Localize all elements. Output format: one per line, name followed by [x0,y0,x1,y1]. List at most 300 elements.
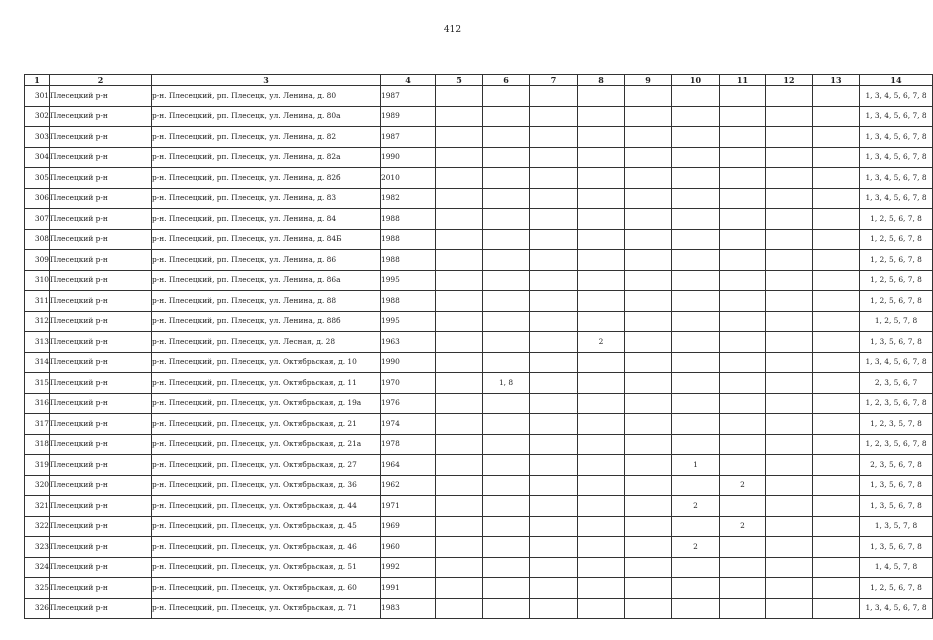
col11-cell [720,373,766,394]
col13-cell [813,537,860,558]
address-cell: р-н. Плесецкий, рп. Плесецк, ул. Октябрьская, д. 11 [152,373,381,394]
year-cell: 1990 [381,352,436,373]
year-cell: 1969 [381,516,436,537]
col14-cell: 1, 3, 5, 6, 7, 8 [860,332,933,353]
col9-cell [625,475,672,496]
col8-cell [578,106,625,127]
col5-cell [436,434,483,455]
col8-cell [578,291,625,312]
col10-cell [672,434,720,455]
col5-cell [436,86,483,107]
col14-cell: 1, 2, 5, 7, 8 [860,311,933,332]
year-cell: 1976 [381,393,436,414]
col10-cell [672,250,720,271]
table-row [25,455,933,476]
col13-cell [813,188,860,209]
col13-cell [813,393,860,414]
table-row [25,86,933,107]
address-cell: р-н. Плесецкий, рп. Плесецк, ул. Ленина, д. 88б [152,311,381,332]
col6-cell [483,598,530,619]
year-cell: 1988 [381,209,436,230]
col7-cell [530,373,578,394]
col9-cell [625,86,672,107]
col6-cell [483,496,530,517]
col11-cell: 2 [720,475,766,496]
district-cell: Плесецкий р-н [50,147,152,168]
col5-cell [436,147,483,168]
col14-cell: 1, 3, 5, 7, 8 [860,516,933,537]
column-header-3: 3 [152,75,381,86]
row-number-cell: 301 [25,86,50,107]
district-cell: Плесецкий р-н [50,209,152,230]
col13-cell [813,106,860,127]
row-number-cell: 311 [25,291,50,312]
col5-cell [436,188,483,209]
col13-cell [813,270,860,291]
col13-cell [813,168,860,189]
col11-cell [720,311,766,332]
col13-cell [813,127,860,148]
table-row [25,352,933,373]
district-cell: Плесецкий р-н [50,127,152,148]
col12-cell [766,291,813,312]
col6-cell [483,106,530,127]
col14-cell: 1, 3, 5, 6, 7, 8 [860,496,933,517]
table-row [25,147,933,168]
col13-cell [813,414,860,435]
address-cell: р-н. Плесецкий, рп. Плесецк, ул. Октябрьская, д. 10 [152,352,381,373]
col6-cell [483,209,530,230]
col5-cell [436,291,483,312]
col12-cell [766,127,813,148]
col14-cell: 1, 2, 5, 6, 7, 8 [860,209,933,230]
year-cell: 1991 [381,578,436,599]
col7-cell [530,270,578,291]
col14-cell: 1, 2, 5, 6, 7, 8 [860,291,933,312]
year-cell: 1960 [381,537,436,558]
col14-cell: 1, 2, 3, 5, 6, 7, 8 [860,393,933,414]
col13-cell [813,332,860,353]
column-header-11: 11 [720,75,766,86]
col12-cell [766,537,813,558]
row-number-cell: 308 [25,229,50,250]
col7-cell [530,578,578,599]
col9-cell [625,516,672,537]
col10-cell [672,311,720,332]
col6-cell [483,578,530,599]
page-number: 412 [443,25,462,35]
district-cell: Плесецкий р-н [50,393,152,414]
year-cell: 1992 [381,557,436,578]
col13-cell [813,352,860,373]
col11-cell [720,537,766,558]
table-row [25,475,933,496]
address-cell: р-н. Плесецкий, рп. Плесецк, ул. Октябрьская, д. 45 [152,516,381,537]
col11-cell [720,229,766,250]
col8-cell [578,578,625,599]
col5-cell [436,516,483,537]
col7-cell [530,86,578,107]
address-cell: р-н. Плесецкий, рп. Плесецк, ул. Октябрьская, д. 44 [152,496,381,517]
address-cell: р-н. Плесецкий, рп. Плесецк, ул. Октябрьская, д. 46 [152,537,381,558]
district-cell: Плесецкий р-н [50,516,152,537]
col11-cell [720,86,766,107]
col5-cell [436,352,483,373]
col7-cell [530,106,578,127]
col12-cell [766,250,813,271]
col13-cell [813,291,860,312]
col11-cell [720,270,766,291]
table-row [25,393,933,414]
col8-cell [578,147,625,168]
col14-cell: 1, 2, 5, 6, 7, 8 [860,229,933,250]
row-number-cell: 325 [25,578,50,599]
district-cell: Плесецкий р-н [50,229,152,250]
col6-cell [483,127,530,148]
col5-cell [436,557,483,578]
col12-cell [766,414,813,435]
col11-cell [720,455,766,476]
col8-cell [578,414,625,435]
year-cell: 1983 [381,598,436,619]
col12-cell [766,496,813,517]
row-number-cell: 307 [25,209,50,230]
col12-cell [766,106,813,127]
col7-cell [530,229,578,250]
year-cell: 2010 [381,168,436,189]
col11-cell [720,127,766,148]
col5-cell [436,106,483,127]
col6-cell [483,168,530,189]
col9-cell [625,598,672,619]
address-cell: р-н. Плесецкий, рп. Плесецк, ул. Октябрьская, д. 60 [152,578,381,599]
col9-cell [625,537,672,558]
col8-cell [578,496,625,517]
col7-cell [530,414,578,435]
col10-cell [672,291,720,312]
district-cell: Плесецкий р-н [50,414,152,435]
col8-cell [578,352,625,373]
col5-cell [436,598,483,619]
col6-cell [483,147,530,168]
row-number-cell: 316 [25,393,50,414]
district-cell: Плесецкий р-н [50,496,152,517]
col14-cell: 1, 2, 5, 6, 7, 8 [860,250,933,271]
col7-cell [530,311,578,332]
col9-cell [625,414,672,435]
col8-cell [578,127,625,148]
col6-cell [483,188,530,209]
col8-cell [578,455,625,476]
col9-cell [625,455,672,476]
year-cell: 1988 [381,229,436,250]
col8-cell [578,311,625,332]
col5-cell [436,229,483,250]
year-cell: 1988 [381,291,436,312]
col7-cell [530,496,578,517]
table-row [25,188,933,209]
col5-cell [436,414,483,435]
col11-cell [720,250,766,271]
col7-cell [530,332,578,353]
col7-cell [530,393,578,414]
district-cell: Плесецкий р-н [50,455,152,476]
col5-cell [436,373,483,394]
col5-cell [436,270,483,291]
year-cell: 1987 [381,127,436,148]
col6-cell [483,516,530,537]
col6-cell [483,434,530,455]
address-cell: р-н. Плесецкий, рп. Плесецк, ул. Октябрьская, д. 19а [152,393,381,414]
district-cell: Плесецкий р-н [50,578,152,599]
column-header-6: 6 [483,75,530,86]
row-number-cell: 310 [25,270,50,291]
col13-cell [813,250,860,271]
col11-cell [720,496,766,517]
district-cell: Плесецкий р-н [50,106,152,127]
address-cell: р-н. Плесецкий, рп. Плесецк, ул. Октябрьская, д. 51 [152,557,381,578]
col5-cell [436,168,483,189]
col12-cell [766,332,813,353]
col13-cell [813,86,860,107]
col9-cell [625,352,672,373]
col5-cell [436,250,483,271]
column-header-1: 1 [25,75,50,86]
col9-cell [625,270,672,291]
year-cell: 1995 [381,270,436,291]
col10-cell [672,147,720,168]
col13-cell [813,598,860,619]
address-cell: р-н. Плесецкий, рп. Плесецк, ул. Ленина, д. 84Б [152,229,381,250]
row-number-cell: 303 [25,127,50,148]
col11-cell [720,291,766,312]
col6-cell [483,557,530,578]
col9-cell [625,188,672,209]
row-number-cell: 317 [25,414,50,435]
col11-cell [720,393,766,414]
year-cell: 1989 [381,106,436,127]
district-cell: Плесецкий р-н [50,434,152,455]
col8-cell [578,188,625,209]
row-number-cell: 306 [25,188,50,209]
table-row [25,209,933,230]
col12-cell [766,352,813,373]
col13-cell [813,475,860,496]
district-cell: Плесецкий р-н [50,270,152,291]
column-header-13: 13 [813,75,860,86]
col8-cell [578,209,625,230]
col9-cell [625,496,672,517]
column-header-12: 12 [766,75,813,86]
col5-cell [436,455,483,476]
table-row [25,557,933,578]
address-cell: р-н. Плесецкий, рп. Плесецк, ул. Ленина, д. 80 [152,86,381,107]
col5-cell [436,475,483,496]
table-row [25,291,933,312]
address-cell: р-н. Плесецкий, рп. Плесецк, ул. Ленина, д. 88 [152,291,381,312]
col9-cell [625,168,672,189]
row-number-cell: 320 [25,475,50,496]
col5-cell [436,209,483,230]
col5-cell [436,332,483,353]
col11-cell [720,352,766,373]
col7-cell [530,209,578,230]
col7-cell [530,291,578,312]
col12-cell [766,86,813,107]
row-number-cell: 326 [25,598,50,619]
table-header-row [25,75,933,86]
table-row [25,537,933,558]
col14-cell: 2, 3, 5, 6, 7, 8 [860,455,933,476]
col14-cell: 1, 2, 5, 6, 7, 8 [860,578,933,599]
col9-cell [625,434,672,455]
col6-cell [483,475,530,496]
col9-cell [625,393,672,414]
address-cell: р-н. Плесецкий, рп. Плесецк, ул. Октябрьская, д. 71 [152,598,381,619]
year-cell: 1982 [381,188,436,209]
district-cell: Плесецкий р-н [50,557,152,578]
district-cell: Плесецкий р-н [50,168,152,189]
col10-cell [672,414,720,435]
col10-cell [672,352,720,373]
col10-cell [672,475,720,496]
col8-cell [578,598,625,619]
col8-cell [578,393,625,414]
col8-cell [578,475,625,496]
address-cell: р-н. Плесецкий, рп. Плесецк, ул. Ленина, д. 82б [152,168,381,189]
column-header-8: 8 [578,75,625,86]
col6-cell [483,332,530,353]
col6-cell [483,393,530,414]
col8-cell: 2 [578,332,625,353]
year-cell: 1974 [381,414,436,435]
col14-cell: 1, 3, 4, 5, 6, 7, 8 [860,127,933,148]
col6-cell [483,352,530,373]
col13-cell [813,209,860,230]
row-number-cell: 318 [25,434,50,455]
col5-cell [436,578,483,599]
col6-cell [483,229,530,250]
year-cell: 1990 [381,147,436,168]
col13-cell [813,373,860,394]
table-row [25,496,933,517]
col10-cell [672,229,720,250]
column-header-14: 14 [860,75,933,86]
year-cell: 1963 [381,332,436,353]
table-row [25,373,933,394]
year-cell: 1964 [381,455,436,476]
col10-cell [672,86,720,107]
row-number-cell: 315 [25,373,50,394]
col14-cell: 1, 4, 5, 7, 8 [860,557,933,578]
col10-cell [672,516,720,537]
col14-cell: 1, 2, 3, 5, 6, 7, 8 [860,434,933,455]
col14-cell: 1, 3, 4, 5, 6, 7, 8 [860,188,933,209]
address-cell: р-н. Плесецкий, рп. Плесецк, ул. Ленина, д. 84 [152,209,381,230]
address-cell: р-н. Плесецкий, рп. Плесецк, ул. Лесная, д. 28 [152,332,381,353]
col6-cell [483,291,530,312]
table-row [25,311,933,332]
col14-cell: 1, 3, 4, 5, 6, 7, 8 [860,352,933,373]
col9-cell [625,250,672,271]
col8-cell [578,86,625,107]
col9-cell [625,127,672,148]
column-header-7: 7 [530,75,578,86]
col14-cell: 1, 2, 3, 5, 7, 8 [860,414,933,435]
col5-cell [436,496,483,517]
row-number-cell: 314 [25,352,50,373]
col12-cell [766,168,813,189]
col5-cell [436,127,483,148]
col6-cell [483,270,530,291]
row-number-cell: 302 [25,106,50,127]
col12-cell [766,475,813,496]
col13-cell [813,578,860,599]
col12-cell [766,455,813,476]
year-cell: 1971 [381,496,436,517]
col5-cell [436,537,483,558]
col6-cell [483,86,530,107]
year-cell: 1995 [381,311,436,332]
row-number-cell: 324 [25,557,50,578]
table-body [25,86,933,619]
col9-cell [625,557,672,578]
col11-cell [720,188,766,209]
col5-cell [436,311,483,332]
col12-cell [766,373,813,394]
col6-cell [483,311,530,332]
col11-cell [720,598,766,619]
col7-cell [530,352,578,373]
table-row [25,250,933,271]
col14-cell: 1, 3, 4, 5, 6, 7, 8 [860,106,933,127]
col14-cell: 1, 2, 5, 6, 7, 8 [860,270,933,291]
col12-cell [766,578,813,599]
col9-cell [625,311,672,332]
col13-cell [813,516,860,537]
col10-cell [672,393,720,414]
col10-cell [672,373,720,394]
table-row [25,332,933,353]
address-cell: р-н. Плесецкий, рп. Плесецк, ул. Октябрьская, д. 21 [152,414,381,435]
column-header-9: 9 [625,75,672,86]
column-header-2: 2 [50,75,152,86]
table-row [25,516,933,537]
col8-cell [578,557,625,578]
col12-cell [766,311,813,332]
col10-cell [672,168,720,189]
table-row [25,229,933,250]
col6-cell [483,537,530,558]
col7-cell [530,188,578,209]
address-cell: р-н. Плесецкий, рп. Плесецк, ул. Ленина, д. 86а [152,270,381,291]
table-row [25,270,933,291]
col10-cell [672,270,720,291]
row-number-cell: 321 [25,496,50,517]
col7-cell [530,434,578,455]
col14-cell: 1, 3, 5, 6, 7, 8 [860,475,933,496]
col12-cell [766,598,813,619]
col12-cell [766,557,813,578]
col14-cell: 1, 3, 4, 5, 6, 7, 8 [860,147,933,168]
col7-cell [530,598,578,619]
table-row [25,106,933,127]
col11-cell [720,209,766,230]
col10-cell [672,332,720,353]
col9-cell [625,373,672,394]
district-cell: Плесецкий р-н [50,86,152,107]
col7-cell [530,168,578,189]
